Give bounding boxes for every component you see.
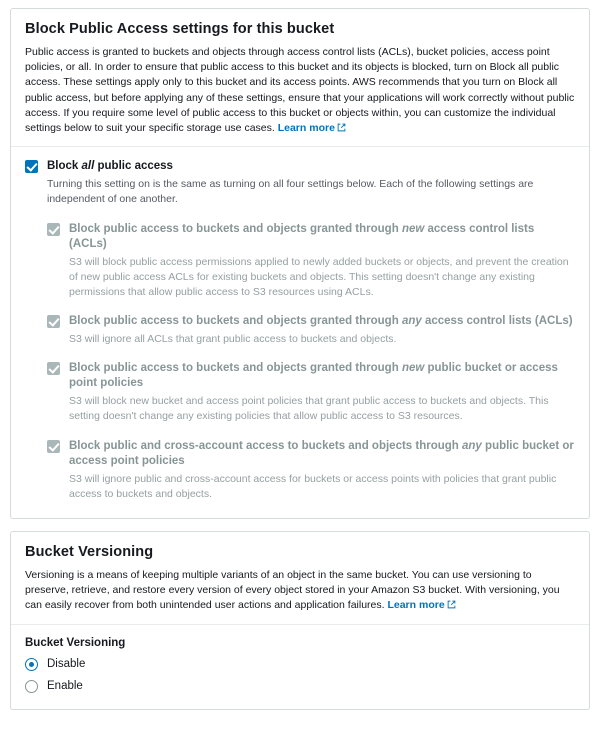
label-suffix: public bucket or access point policies — [69, 439, 574, 467]
label-italic: any — [401, 315, 422, 328]
label-prefix: Block — [47, 160, 82, 173]
block-public-access-card — [10, 8, 590, 519]
label-suffix: access control lists (ACLs) — [69, 222, 535, 250]
block-new-policies-label — [69, 362, 558, 389]
block-cross-account-policies-label — [69, 440, 574, 467]
label-suffix: access control lists (ACLs) — [421, 315, 573, 328]
block-new-policies-checkbox[interactable] — [47, 362, 60, 375]
label-italic: new — [401, 222, 425, 235]
learn-more-label: Learn more — [387, 599, 445, 612]
check-icon — [48, 223, 59, 234]
block-new-policies-row[interactable] — [47, 361, 575, 424]
check-icon — [48, 440, 59, 451]
radio-enable[interactable] — [25, 680, 38, 693]
external-link-icon — [337, 123, 346, 132]
check-icon — [48, 315, 59, 326]
description-text: Public access is granted to buckets and objects through access control lists (ACLs), bucket policies, access point policies, or all. In order to ensure that public access to this bucket and its objects is blocked, turn on Block all public access. These settings apply only to this bucket and its access points. AWS recommends that you turn on Block all public access, but before applying any of these settings, ensure that your applications will work correctly without public access. If you require some level of public access to this bucket or objects within, you can customize the individual settings below to suit your specific storage use cases. — [25, 46, 575, 135]
bucket-versioning-card — [10, 531, 590, 710]
bucket-versioning-description — [25, 568, 575, 614]
block-all-public-access-checkbox[interactable] — [25, 160, 38, 173]
block-new-acls-description: S3 will block public access permissions applied to newly added buckets or objects, and prevent the creation of new public access ACLs for existing buckets and objects. This setting doesn't change any existing permissions that allow public access to S3 resources using ACLs. — [69, 255, 569, 298]
learn-more-label: Learn more — [277, 122, 335, 135]
page-title: Block Public Access settings for this bucket — [25, 21, 335, 37]
block-cross-account-policies-checkbox[interactable] — [47, 440, 60, 453]
versioning-learn-more-link[interactable] — [387, 599, 455, 611]
description-text: Versioning is a means of keeping multiple variants of an object in the same bucket. You can use versioning to preserve, retrieve, and restore every version of every object stored in your Amazon S3 bucket. With versioning, you can easily recover from both unintended user actions and application failures. — [25, 569, 560, 612]
label-italic: all — [81, 160, 95, 173]
block-any-acls-description: S3 will ignore all ACLs that grant public access to buckets and objects. — [69, 333, 397, 346]
block-any-acls-checkbox[interactable] — [47, 315, 60, 328]
block-new-policies-description: S3 will block new bucket and access point policies that grant public access to buckets and objects. This setting doesn't change any existing policies that allow public access to S3 resources. — [69, 395, 549, 423]
check-icon — [26, 161, 37, 172]
block-all-public-access-label — [47, 160, 173, 172]
learn-more-link[interactable] — [278, 122, 346, 134]
label-prefix: Block public access to buckets and objects granted through — [69, 222, 402, 235]
block-all-public-access-description: Turning this setting on is the same as turning on all four settings below. Each of the following settings are independent of one another. — [47, 178, 534, 206]
versioning-option-disable[interactable] — [25, 658, 575, 671]
block-cross-account-policies-row[interactable] — [47, 439, 575, 502]
block-new-acls-label — [69, 223, 534, 250]
radio-enable-label: Enable — [47, 680, 83, 693]
block-new-acls-row[interactable] — [47, 222, 575, 301]
bucket-versioning-field-label: Bucket Versioning — [25, 636, 126, 649]
label-prefix: Block public access to buckets and objects granted through — [69, 315, 402, 328]
label-suffix: public access — [94, 160, 173, 173]
block-new-acls-checkbox[interactable] — [47, 223, 60, 236]
external-link-icon — [447, 600, 456, 609]
sub-settings-list — [25, 222, 575, 502]
block-cross-account-policies-description: S3 will ignore public and cross-account access for buckets or access points with policies that grant public access to buckets and objects. — [69, 472, 557, 500]
label-prefix: Block public access to buckets and objects granted through — [69, 362, 402, 375]
block-public-access-description — [25, 45, 575, 136]
radio-disable[interactable] — [25, 658, 38, 671]
label-italic: new — [401, 362, 425, 375]
bucket-versioning-title: Bucket Versioning — [25, 544, 154, 560]
bucket-versioning-body — [11, 625, 589, 709]
versioning-option-enable[interactable] — [25, 680, 575, 693]
block-any-acls-row[interactable] — [47, 314, 575, 347]
bucket-versioning-header — [11, 532, 589, 624]
label-italic: any — [462, 439, 482, 452]
label-prefix: Block public and cross-account access to buckets and objects through — [69, 439, 463, 452]
radio-disable-label: Disable — [47, 658, 86, 671]
block-public-access-header — [11, 9, 589, 146]
label-suffix: public bucket or access point policies — [69, 362, 558, 390]
check-icon — [48, 363, 59, 374]
block-public-access-body — [11, 147, 589, 518]
block-any-acls-label — [69, 315, 573, 327]
block-all-public-access-checkbox-row[interactable] — [25, 159, 575, 207]
